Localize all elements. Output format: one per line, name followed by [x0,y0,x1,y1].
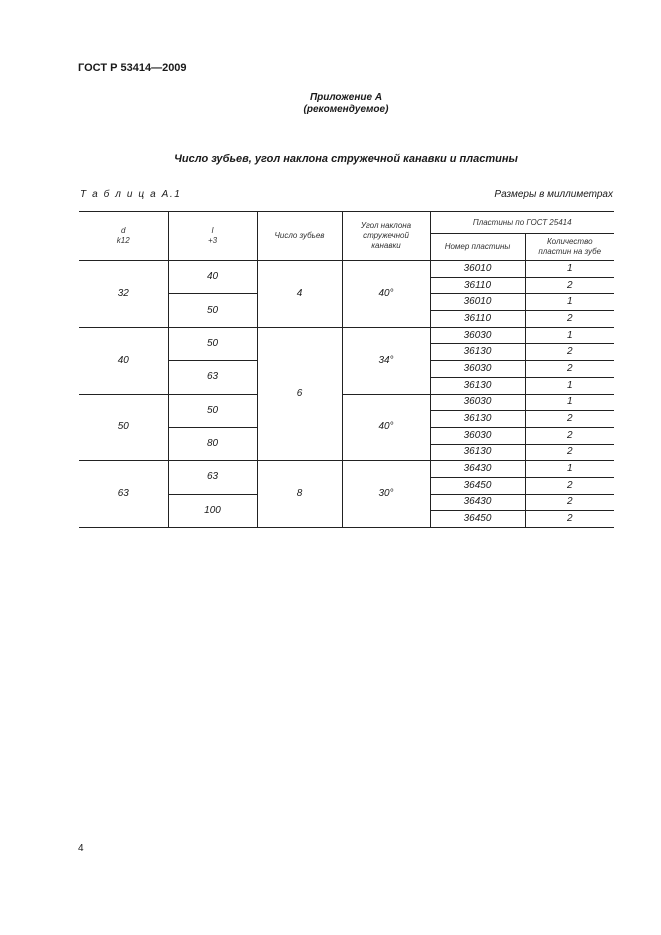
cell-qty: 1 [525,261,614,278]
cell-plate: 36010 [430,261,525,278]
header-d-tolerance: k12 [116,236,130,245]
cell-qty: 1 [525,394,614,411]
cell-teeth: 4 [257,261,342,328]
cell-plate: 36030 [430,394,525,411]
header-angle [342,212,430,261]
page-number: 4 [78,843,84,854]
cell-l: 50 [168,394,257,427]
header-plate-number: Номер пластины [430,234,525,261]
cell-qty: 2 [525,311,614,328]
cell-l: 63 [168,361,257,394]
cell-plate: 36450 [430,477,525,494]
cell-plate: 36130 [430,444,525,461]
cell-plate: 36130 [430,344,525,361]
cell-qty: 2 [525,427,614,444]
cell-plate: 36030 [430,361,525,378]
header-l-tolerance: +3 [207,236,218,245]
cell-qty: 1 [525,327,614,344]
cell-qty: 1 [525,461,614,478]
cell-plate: 36110 [430,311,525,328]
cell-plate: 36430 [430,494,525,511]
header-plates-group: Пластины по ГОСТ 25414 [430,212,614,234]
header-angle-line2: стружечной [363,231,409,240]
cell-d: 50 [79,394,168,461]
cell-teeth: 8 [257,461,342,528]
units-note: Размеры в миллиметрах [494,189,613,200]
cell-qty: 2 [525,494,614,511]
cell-angle: 40° [342,394,430,461]
header-d-label: d [121,226,126,235]
cell-d: 63 [79,461,168,528]
cell-plate: 36030 [430,327,525,344]
table-label: Т а б л и ц а А.1 [80,189,182,200]
appendix-title: Приложение А [309,92,383,103]
header-plate-qty [525,234,614,261]
cell-angle: 34° [342,327,430,394]
cell-l: 100 [168,494,257,527]
header-plate-qty-line2: пластин на зубе [538,247,602,256]
cell-qty: 2 [525,344,614,361]
cell-qty: 1 [525,294,614,311]
cell-l: 50 [168,294,257,327]
cell-qty: 2 [525,511,614,528]
cell-angle: 40° [342,261,430,328]
cell-qty: 2 [525,361,614,378]
appendix-status: (рекомендуемое) [303,104,389,115]
cell-l: 50 [168,327,257,360]
cell-teeth: 6 [257,327,342,461]
cell-d: 40 [79,327,168,394]
header-l [168,212,257,261]
cell-plate: 36130 [430,377,525,394]
header-teeth: Число зубьев [257,212,342,261]
cell-d: 32 [79,261,168,328]
cell-l: 63 [168,461,257,494]
header-angle-line1: Угол наклона [360,221,412,230]
cell-qty: 2 [525,277,614,294]
header-plate-qty-line1: Количество [546,237,593,246]
header-l-label: l [211,226,214,235]
cell-plate: 36130 [430,411,525,428]
cell-qty: 1 [525,377,614,394]
data-table [79,211,614,528]
header-d [79,212,168,261]
cell-qty: 2 [525,477,614,494]
section-title: Число зубьев, угол наклона стружечной канавки и пластины [174,153,518,165]
header-angle-line3: канавки [371,241,401,250]
cell-qty: 2 [525,444,614,461]
cell-plate: 36010 [430,294,525,311]
cell-plate: 36030 [430,427,525,444]
cell-angle: 30° [342,461,430,528]
cell-plate: 36110 [430,277,525,294]
cell-qty: 2 [525,411,614,428]
standard-header: ГОСТ Р 53414—2009 [78,62,187,74]
cell-l: 40 [168,261,257,294]
cell-plate: 36430 [430,461,525,478]
cell-l: 80 [168,427,257,460]
cell-plate: 36450 [430,511,525,528]
